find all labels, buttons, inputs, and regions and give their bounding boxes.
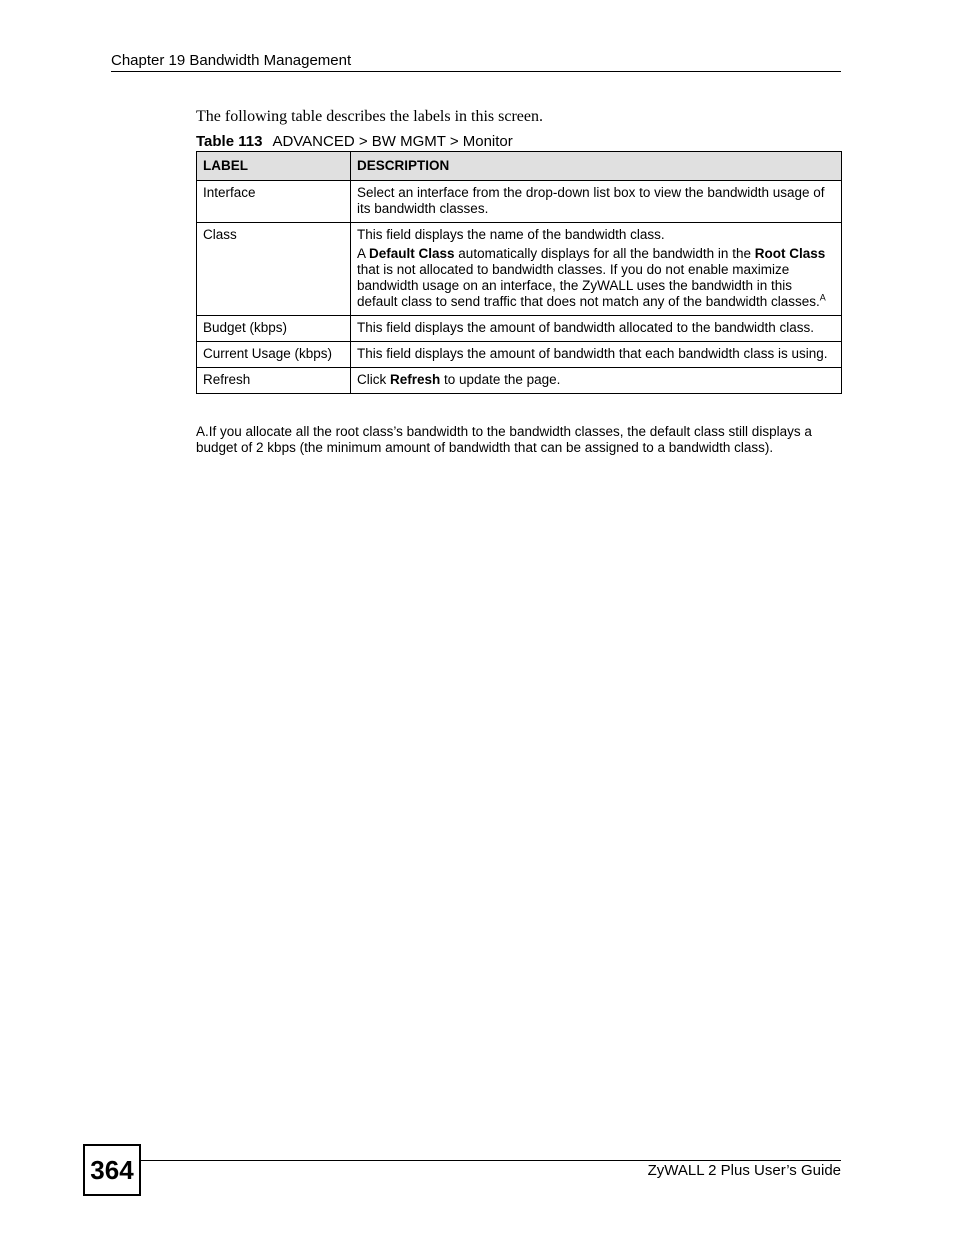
row-description: This field displays the amount of bandwidth allocated to the bandwidth class. — [351, 316, 842, 342]
class-desc-line2 — [357, 246, 835, 310]
table-footnote: A.If you allocate all the root class’s bandwidth to the bandwidth classes, the default class still displays a budget of 2 kbps (the minimum amount of bandwidth that can be assigned to a bandwidth class). — [196, 424, 812, 455]
footnote-reference[interactable]: A — [819, 292, 826, 303]
table-title: ADVANCED > BW MGMT > Monitor — [272, 133, 513, 150]
row-label: Budget (kbps) — [197, 316, 351, 342]
header-description: DESCRIPTION — [351, 152, 842, 181]
table-number: Table 113 — [196, 133, 263, 150]
guide-title: ZyWALL 2 Plus User’s Guide — [647, 1162, 841, 1179]
table-row — [197, 316, 842, 342]
text-fragment: that is not allocated to bandwidth classes. If you do not enable maximize bandwidth usage on an interface, the ZyWALL uses the bandwidth in this default class to send traffic that does not match any of the bandwidth classes. — [357, 262, 820, 309]
table-row — [197, 368, 842, 394]
footer-divider — [139, 1160, 841, 1161]
row-description — [351, 368, 842, 394]
table-row — [197, 342, 842, 368]
bold-term: Root Class — [754, 246, 826, 261]
label-description-table — [196, 151, 842, 394]
running-header: Chapter 19 Bandwidth Management — [111, 52, 841, 72]
row-description — [351, 223, 842, 316]
text-fragment: A — [357, 246, 370, 261]
row-description: Select an interface from the drop-down list box to view the bandwidth usage of its bandwidth classes. — [351, 181, 842, 223]
row-label: Refresh — [197, 368, 351, 394]
table-row — [197, 223, 842, 316]
bold-term: Refresh — [390, 372, 441, 387]
class-desc-line1: This field displays the name of the bandwidth class. — [357, 227, 665, 242]
row-label: Current Usage (kbps) — [197, 342, 351, 368]
table-row — [197, 181, 842, 223]
row-label: Interface — [197, 181, 351, 223]
header-label: LABEL — [197, 152, 351, 181]
text-fragment: to update the page. — [440, 372, 561, 387]
text-fragment: automatically displays for all the bandwidth in the — [454, 246, 755, 261]
row-description: This field displays the amount of bandwidth that each bandwidth class is using. — [351, 342, 842, 368]
text-fragment: Click — [357, 372, 390, 387]
bold-term: Default Class — [369, 246, 455, 261]
row-label: Class — [197, 223, 351, 316]
table-header-row — [197, 152, 842, 181]
table-caption — [196, 133, 513, 150]
page-number: 364 — [83, 1144, 141, 1196]
intro-text: The following table describes the labels in this screen. — [196, 108, 544, 125]
